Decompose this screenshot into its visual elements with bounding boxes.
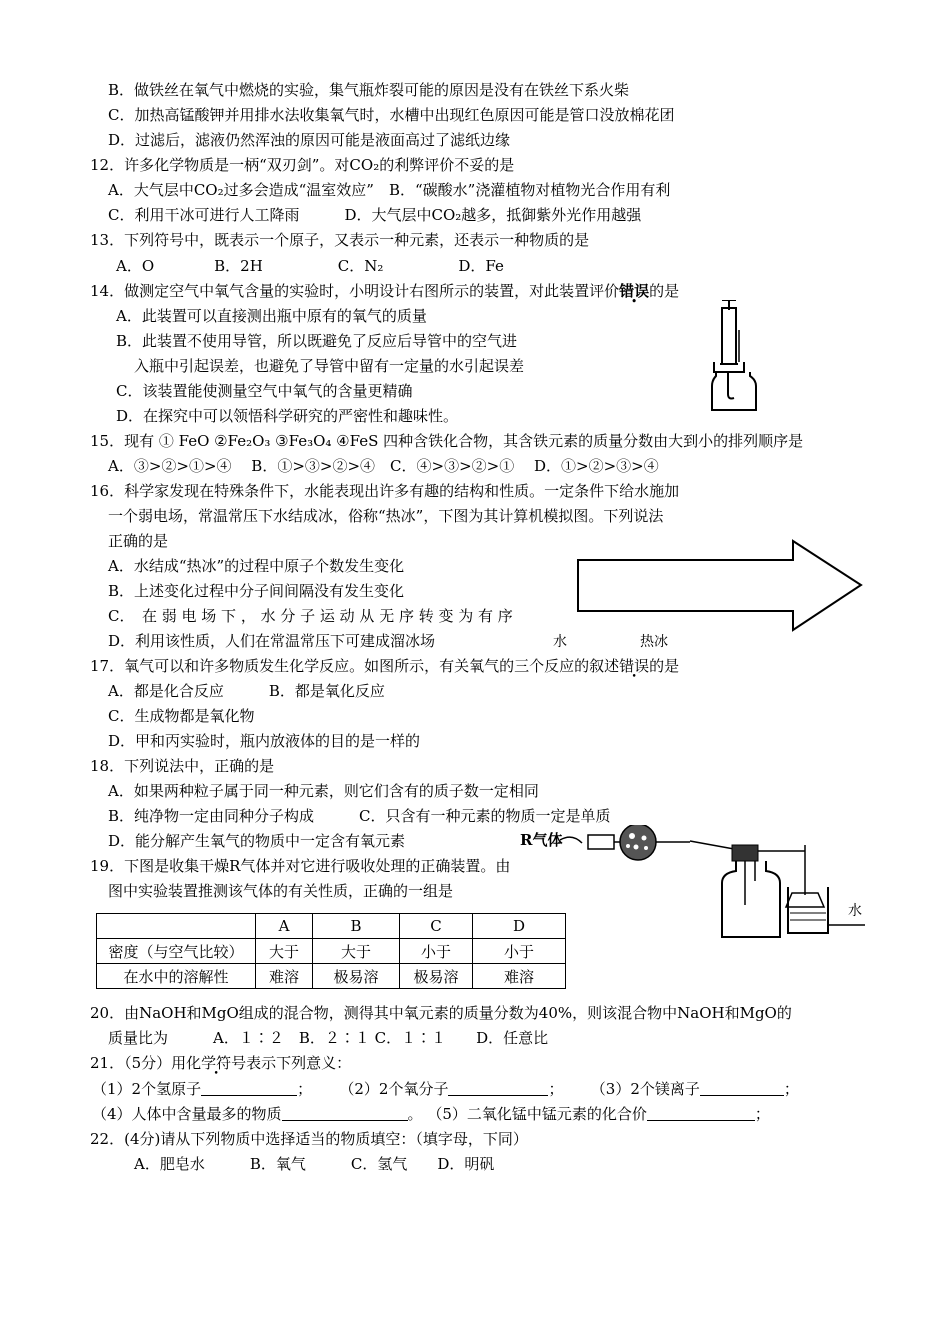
q21-blank-4[interactable]: [282, 1104, 408, 1121]
q17-emphasis: 错误: [619, 657, 650, 675]
table-cell: 小于: [400, 939, 473, 964]
q12-options-ab: A．大气层中CO₂过多会造成“温室效应” B．“碳酸水”浇灌植物对植物光合作用有利: [108, 181, 671, 199]
q14-apparatus-figure: [700, 300, 770, 418]
q16-option-c: C． 在 弱 电 场 下 ， 水 分 子 运 动 从 无 序 转 变 为 有 序: [108, 607, 513, 625]
table-cell: 在水中的溶解性: [97, 964, 256, 989]
q14-option-b-cont: 入瓶中引起误差，也避免了导管中留有一定量的水引起误差: [134, 357, 525, 375]
table-header-cell: D: [473, 914, 566, 939]
q21-row1: （1）2个氢原子 ； （2）2个氧分子 ； （3）2个镁离子 ；: [92, 1080, 799, 1098]
table-cell: 大于: [313, 939, 400, 964]
q18-options-bc: B．纯净物一定由同种分子构成 C．只含有一种元素的物质一定是单质: [108, 807, 611, 825]
q12-stem: 12．许多化学物质是一柄“双刃剑”。对CO₂的利弊评价不妥的是: [90, 156, 515, 174]
label-water-beaker: 水: [848, 903, 862, 919]
q17-stem-pre: 17．氧气可以和许多物质发生化学反应。如图所示，有关氧气的三个反应的叙述: [90, 657, 620, 675]
q21-blank-5[interactable]: [647, 1104, 755, 1121]
q16-stem: 16．科学家发现在特殊条件下，水能表现出许多有趣的结构和性质。一定条件下给水施加: [90, 482, 680, 500]
q18-stem: 18．下列说法中，正确的是: [90, 757, 275, 775]
q19-stem-cont: 图中实验装置推测该气体的有关性质，正确的一组是: [108, 882, 454, 900]
q19-table: [96, 913, 566, 989]
q21-item1-label: （1）2个氢原子: [92, 1080, 202, 1098]
table-header-cell: B: [313, 914, 400, 939]
q21-emphasis: 化学符号: [186, 1054, 247, 1072]
table-header-cell: C: [400, 914, 473, 939]
q21-item2-label: （2）2个氧分子: [339, 1080, 449, 1098]
q21-item4-label: （4）人体中含量最多的物质: [92, 1105, 282, 1123]
q21-stem-post: 表示下列意义：: [246, 1054, 352, 1072]
q22-stem: 22．(4分)请从下列物质中选择适当的物质填空：（填字母，下同）: [90, 1130, 528, 1148]
table-cell: 难溶: [473, 964, 566, 989]
q16-stem-end: 正确的是: [108, 532, 169, 550]
arrow-shape: [575, 538, 865, 634]
q17-stem-post: 的是: [649, 657, 680, 675]
q14-option-d: D．在探究中可以领悟科学研究的严密性和趣味性。: [116, 407, 459, 425]
table-cell: 密度（与空气比较）: [97, 939, 256, 964]
q20-stem: 20．由NaOH和MgO组成的混合物，测得其中氧元素的质量分数为40%，则该混合物中NaOH和MgO的: [90, 1004, 792, 1022]
table-header-cell: A: [256, 914, 313, 939]
q16-option-d: D．利用该性质，人们在常温常压下可建成溜冰场: [108, 632, 436, 650]
q16-option-b: B．上述变化过程中分子间间隔没有发生变化: [108, 582, 405, 600]
q11-option-b: B．做铁丝在氧气中燃烧的实验，集气瓶炸裂可能的原因是没有在铁丝下系火柴: [108, 81, 630, 99]
q13-options: A．O B．2H C．N₂ D．Fe: [116, 257, 504, 275]
table-header-row: [97, 914, 566, 939]
q11-option-d: D．过滤后，滤液仍然浑浊的原因可能是液面高过了滤纸边缘: [108, 131, 511, 149]
q16-stem-cont: 一个弱电场，常温常压下水结成冰，俗称“热冰”，下图为其计算机模拟图。下列说法: [108, 507, 664, 525]
q19-stem: 19．下图是收集干燥R气体并对它进行吸收处理的正确装置。由: [90, 857, 511, 875]
q12-options-cd: C．利用干冰可进行人工降雨 D．大气层中CO₂越多，抵御紫外光作用越强: [108, 206, 642, 224]
q21-item3-label: （3）2个镁离子: [590, 1080, 700, 1098]
q21-blank-1[interactable]: [201, 1079, 297, 1096]
q14-stem-pre: 14．做测定空气中氧气含量的实验时，小明设计右图所示的装置，对此装置评价: [90, 282, 620, 300]
q17-stem: [90, 656, 679, 676]
q17-option-c: C．生成物都是氧化物: [108, 707, 255, 725]
q21-row2: （4）人体中含量最多的物质 。 （5）二氧化锰中锰元素的化合价 ；: [92, 1105, 770, 1123]
q18-option-a: A．如果两种粒子属于同一种元素，则它们含有的质子数一定相同: [108, 782, 539, 800]
q15-stem: 15．现有 ① FeO ②Fe₂O₃ ③Fe₃O₄ ④FeS 四种含铁化合物，其含铁元素的质量分数由大到小的排列顺序是: [90, 432, 804, 450]
label-water: 水: [553, 634, 567, 650]
q18-option-d: D．能分解产生氧气的物质中一定含有氧元素: [108, 832, 406, 850]
table-cell: 极易溶: [400, 964, 473, 989]
q22-options: A．肥皂水 B．氧气 C．氢气 D．明矾: [134, 1155, 495, 1173]
label-hot-ice: 热冰: [640, 634, 668, 650]
q21-blank-2[interactable]: [448, 1079, 548, 1096]
table-row: [97, 964, 566, 989]
table-cell: 难溶: [256, 964, 313, 989]
q14-stem: [90, 281, 679, 301]
table-row: [97, 939, 566, 964]
q11-option-c: C．加热高锰酸钾并用排水法收集氧气时，水槽中出现红色原因可能是管口没放棉花团: [108, 106, 675, 124]
q19-apparatus-figure: [560, 825, 865, 940]
q14-emphasis: 错误: [619, 282, 650, 300]
table-cell: 小于: [473, 939, 566, 964]
q21-stem: [90, 1053, 351, 1073]
q14-option-b: B．此装置不使用导管，所以既避免了反应后导管中的空气进: [116, 332, 518, 350]
q14-option-c: C．该装置能使测量空气中氧气的含量更精确: [116, 382, 413, 400]
q14-option-a: A．此装置可以直接测出瓶中原有的氧气的质量: [116, 307, 427, 325]
q16-option-a: A．水结成“热冰”的过程中原子个数发生变化: [108, 557, 405, 575]
table-cell: 极易溶: [313, 964, 400, 989]
q21-item5-label: （5）二氧化锰中锰元素的化合价: [427, 1105, 647, 1123]
table-header-cell: [97, 914, 256, 939]
label-r-gas: R气体: [520, 831, 563, 849]
q15-options: A．③>②>①>④ B．①>③>②>④ C．④>③>②>① D．①>②>③>④: [108, 457, 659, 475]
table-cell: 大于: [256, 939, 313, 964]
q21-stem-pre: 21．（5分）用: [90, 1054, 187, 1072]
q17-options-ab: A．都是化合反应 B．都是氧化反应: [108, 682, 385, 700]
q21-blank-3[interactable]: [700, 1079, 784, 1096]
q13-stem: 13．下列符号中，既表示一个原子，又表示一种元素，还表示一种物质的是: [90, 231, 590, 249]
q17-option-d: D．甲和丙实验时，瓶内放液体的目的是一样的: [108, 732, 421, 750]
q20-options: 质量比为 A．１∶２ B．２∶１ C．１∶１ D．任意比: [108, 1029, 549, 1047]
q14-stem-post: 的是: [649, 282, 680, 300]
